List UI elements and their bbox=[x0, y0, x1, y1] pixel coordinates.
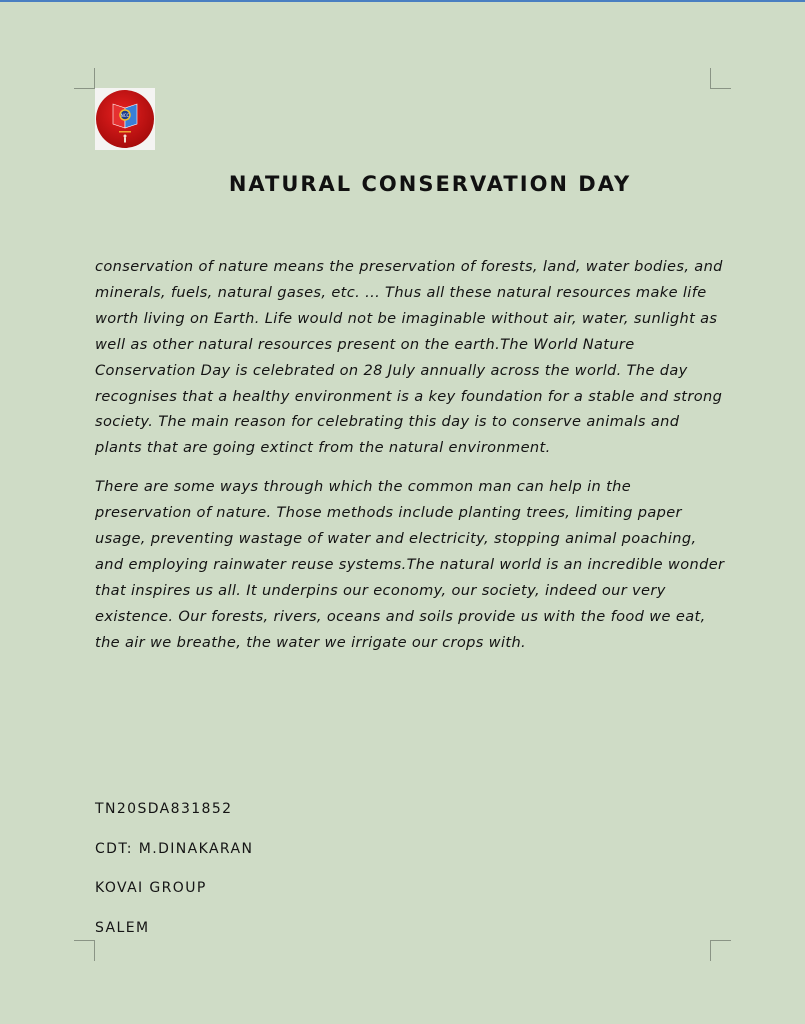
margin-corner-bottom-left bbox=[74, 940, 95, 961]
signature-block bbox=[95, 799, 253, 957]
cadet-name: CDT: M.DINAKARAN bbox=[95, 840, 254, 857]
body-paragraph: There are some ways through which the common man can help in the preservation of nature. Those methods include planting trees, limiting paper usage, preventing wastage of water and electricity, stopping animal poaching, and employing rainwater reuse systems.The natural world is an incredible wonder that inspires us all. It underpins our economy, our society, indeed our very existence. Our forests, rivers, oceans and soils provide us with the food we eat, the air we breathe, the water we irrigate our crops with. bbox=[95, 478, 725, 651]
document-title: NATURAL CONSERVATION DAY bbox=[228, 172, 632, 196]
margin-corner-top-right bbox=[710, 68, 731, 89]
cadet-id: TN20SDA831852 bbox=[95, 801, 233, 817]
margin-corner-bottom-right bbox=[710, 940, 731, 961]
document-body bbox=[95, 254, 725, 669]
ncc-logo-image bbox=[95, 88, 155, 150]
body-paragraph: conservation of nature means the preservation of forests, land, water bodies, and minerals, fuels, natural gases, etc. ... Thus all these natural resources make life worth living on Earth. Life would not be imaginable without air, water, sunlight as well as other natural resources present on the earth.The World Nature Conservation Day is celebrated on 28 July annually across the world. The day recognises that a healthy environment is a key foundation for a stable and strong society. The main reason for celebrating this day is to conserve animals and plants that are going extinct from the natural environment. bbox=[95, 258, 723, 457]
svg-text:NCC: NCC bbox=[120, 113, 130, 118]
cadet-location: SALEM bbox=[95, 919, 150, 936]
document-page bbox=[0, 2, 805, 1024]
margin-corner-top-left bbox=[74, 68, 95, 89]
ncc-emblem-icon bbox=[95, 88, 155, 150]
cadet-group: KOVAI GROUP bbox=[95, 880, 207, 896]
